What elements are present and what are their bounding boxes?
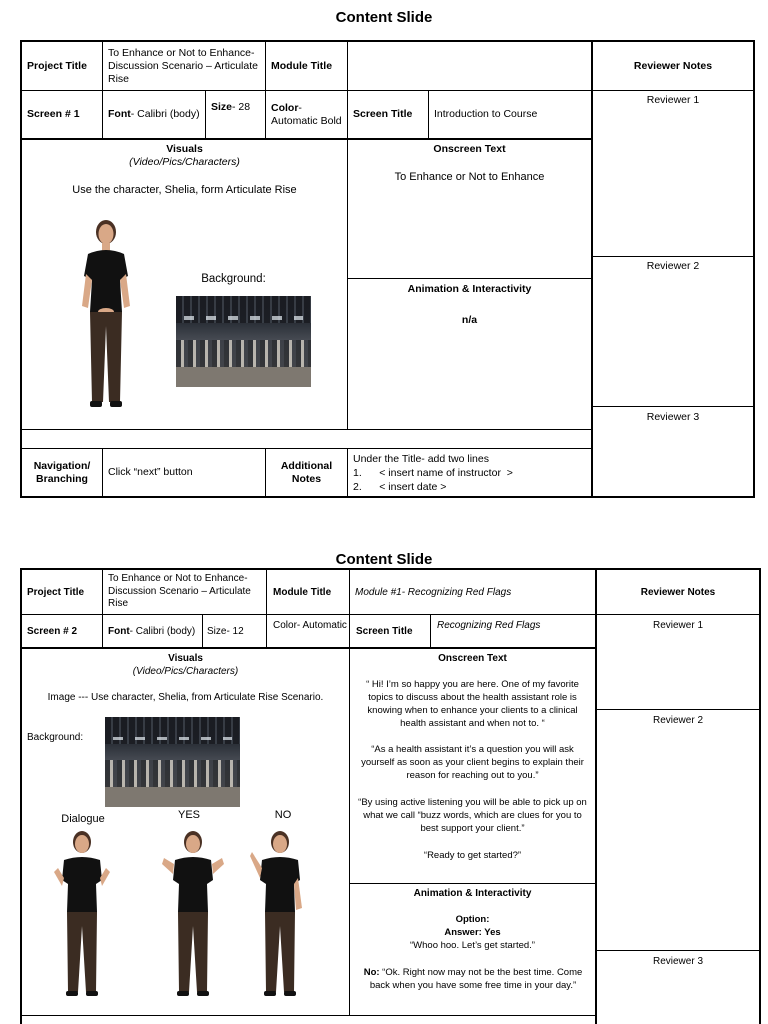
s2-pose-label-no: NO (274, 809, 292, 821)
s2-answer-yes-text: “Whoo hoo. Let’s get started.” (410, 940, 535, 951)
s1-size-label: Size (211, 101, 233, 113)
s1-size-spec (211, 101, 265, 121)
s1-reviewer-1: Reviewer 1 (646, 94, 700, 106)
s2-background-label: Background: (27, 732, 84, 743)
s1-background-label: Background: (201, 273, 266, 285)
s1-additional-intro: Under the Title- add two lines (353, 453, 489, 465)
slide1-heading: Content Slide (335, 9, 433, 26)
s2-visuals-sub: (Video/Pics/Characters) (132, 666, 239, 677)
s1-animation-value: n/a (461, 314, 478, 326)
s2-visuals-label: Visuals (168, 653, 203, 664)
s2-size-spec: Size- 12 (207, 625, 244, 637)
s1-office-background-image (176, 296, 311, 387)
shelia-character-image (76, 216, 136, 410)
s2-font-spec (108, 615, 202, 647)
s2-office-background-image (105, 717, 240, 807)
s2-no-answer (354, 966, 592, 992)
s2-no-label: No: (363, 967, 380, 978)
s2-screen-title-value: Recognizing Red Flags (437, 620, 541, 631)
s2-onscreen-label: Onscreen Text (438, 653, 507, 664)
s2-project-title-value: To Enhance or Not to Enhance- Discussion Scenario – Articulate Rise (108, 573, 251, 610)
s1-reviewer-3: Reviewer 3 (646, 411, 700, 423)
s2-screen-title-label: Screen Title (356, 625, 413, 637)
s1-animation-label: Animation & Interactivity (407, 283, 532, 295)
s2-reviewer-notes-label: Reviewer Notes (640, 586, 716, 598)
s1-color-spec (271, 91, 347, 138)
s2-reviewer-3: Reviewer 3 (652, 956, 704, 967)
s2-option-label: Option: (455, 914, 490, 925)
shelia-yes-pose-image (160, 828, 226, 998)
s1-size-value: - 28 (232, 101, 251, 113)
s1-reviewer-notes-label: Reviewer Notes (633, 59, 713, 72)
s1-module-title-value (352, 42, 587, 90)
s2-screen-number: Screen # 2 (27, 625, 78, 637)
s2-onscreen-para-2: “As a health assistant it’s a question you will ask yourself as soon as your client begins to explain their reason for reaching out to you.” (361, 744, 584, 781)
s1-color-label: Color (271, 101, 299, 114)
s2-onscreen-para-1: “ Hi! I’m so happy you are here. One of my favorite topics to discuss about the health assistant role is knowing when to enhance your clients to a clinical health assistant and when not to. “ (366, 679, 579, 729)
s1-project-title-label: Project Title (27, 59, 87, 72)
s2-no-text: “Ok. Right now may not be the best time. Come back when you have some free time in your day.” (369, 967, 583, 991)
s1-visuals-label: Visuals (166, 143, 203, 155)
slide2-heading: Content Slide (335, 551, 433, 568)
s2-pose-label-dialogue: Dialogue (61, 813, 105, 825)
s1-module-title-label: Module Title (271, 59, 333, 72)
s2-font-value: - Calibri (body) (129, 625, 196, 637)
s2-module-title-label: Module Title (273, 586, 332, 598)
s2-module-title-value: Module #1- Recognizing Red Flags (355, 586, 512, 598)
s1-nav-label: Navigation/ Branching (33, 459, 91, 485)
s1-additional-item-2: 2. < insert date > (353, 481, 447, 493)
s1-onscreen-text: To Enhance or Not to Enhance (394, 171, 545, 183)
s2-project-title-label: Project Title (27, 586, 85, 598)
s1-font-label: Font (108, 108, 131, 120)
s2-color-spec: Color- Automatic (273, 620, 347, 631)
s2-onscreen-para-3: “By using active listening you will be able to pick up on what we call “buzz words, which are clues for you to best support your client.” (358, 797, 587, 834)
s1-additional-item-1: 1. < insert name of instructor > (353, 467, 513, 479)
s1-screen-title-value: Introduction to Course (434, 108, 538, 120)
s1-font-value: - Calibri (body) (130, 108, 200, 120)
s1-reviewer-2: Reviewer 2 (646, 260, 700, 272)
s1-visuals-sub: (Video/Pics/Characters) (129, 156, 240, 168)
s1-screen-title-label: Screen Title (353, 108, 413, 120)
s1-onscreen-label: Onscreen Text (433, 143, 506, 155)
s2-font-label: Font (108, 625, 130, 637)
s2-onscreen-para-4: “Ready to get started?” (423, 850, 522, 861)
shelia-dialogue-pose-image (52, 828, 112, 998)
s1-font-spec (108, 91, 204, 138)
s2-reviewer-2: Reviewer 2 (652, 715, 704, 726)
s2-pose-label-yes: YES (177, 809, 200, 821)
s1-additional-label: Additional Notes (280, 459, 333, 485)
s1-nav-value: Click “next” button (108, 466, 193, 478)
shelia-no-pose-image (250, 828, 310, 998)
s2-answer-label: Answer: Yes (444, 927, 501, 938)
s2-visuals-text: Image --- Use character, Shelia, from Articulate Rise Scenario. (47, 692, 324, 703)
s2-reviewer-1: Reviewer 1 (652, 620, 704, 631)
s1-project-title-value: To Enhance or Not to Enhance- Discussion Scenario – Articulate Rise (108, 46, 258, 85)
s1-visuals-text: Use the character, Shelia, form Articulate Rise (72, 184, 297, 196)
s2-animation-label: Animation & Interactivity (413, 888, 532, 899)
s1-screen-number: Screen # 1 (27, 108, 80, 120)
s1-color-value: - Automatic Bold (271, 101, 342, 127)
